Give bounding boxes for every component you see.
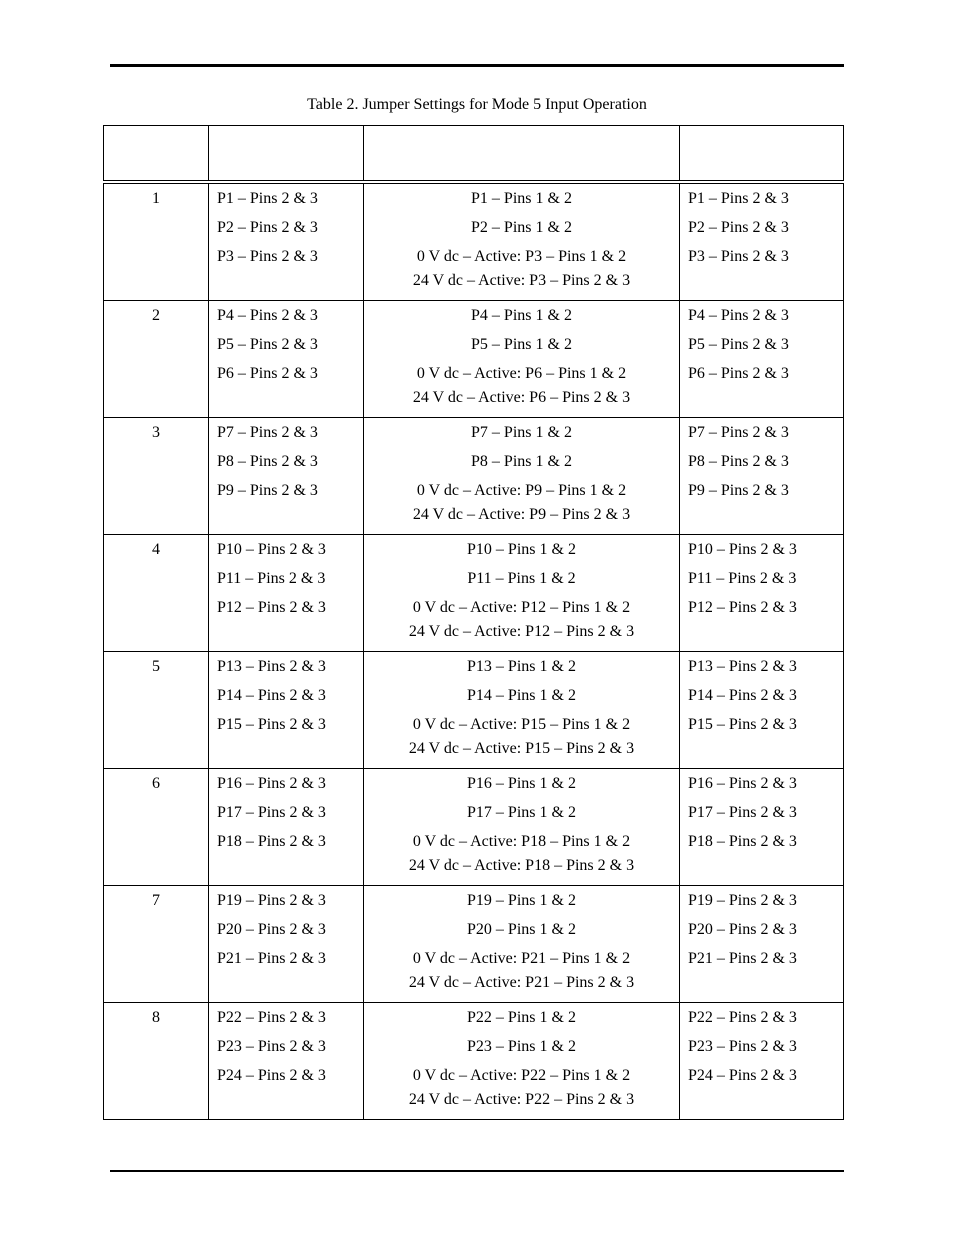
row-number: 6 <box>152 775 160 792</box>
jumper-setting: 24 V dc – Active: P15 – Pins 2 & 3 <box>408 740 635 757</box>
row-number-cell <box>104 301 209 418</box>
jumper-setting: P19 – Pins 1 & 2 <box>467 892 576 909</box>
jumper-setting: P12 – Pins 2 & 3 <box>688 599 797 616</box>
jumper-setting: 0 V dc – Active: P18 – Pins 1 & 2 <box>412 833 631 850</box>
jumper-setting: P13 – Pins 1 & 2 <box>467 658 576 675</box>
jumper-setting: P11 – Pins 2 & 3 <box>217 570 326 587</box>
table-row <box>104 418 844 535</box>
jumper-cell-b <box>364 418 680 535</box>
jumper-cell-a <box>209 769 364 886</box>
table-row <box>104 535 844 652</box>
row-number: 1 <box>152 190 160 207</box>
jumper-setting: 0 V dc – Active: P6 – Pins 1 & 2 <box>416 365 627 382</box>
jumper-cell-a <box>209 886 364 1003</box>
row-number-cell <box>104 418 209 535</box>
table-row <box>104 301 844 418</box>
jumper-setting: P24 – Pins 2 & 3 <box>217 1067 326 1084</box>
jumper-setting: P1 – Pins 1 & 2 <box>471 190 572 207</box>
row-number: 8 <box>152 1009 160 1026</box>
jumper-cell-b <box>364 535 680 652</box>
jumper-setting: P2 – Pins 2 & 3 <box>217 219 318 236</box>
jumper-setting: P16 – Pins 2 & 3 <box>217 775 326 792</box>
jumper-setting: P10 – Pins 1 & 2 <box>467 541 576 558</box>
header-cell <box>104 126 209 183</box>
jumper-setting: P11 – Pins 1 & 2 <box>467 570 576 587</box>
jumper-cell-b <box>364 1003 680 1120</box>
jumper-setting: P1 – Pins 2 & 3 <box>217 190 318 207</box>
jumper-setting: 0 V dc – Active: P21 – Pins 1 & 2 <box>412 950 631 967</box>
jumper-setting: P20 – Pins 1 & 2 <box>467 921 576 938</box>
table-row <box>104 652 844 769</box>
jumper-setting: 24 V dc – Active: P21 – Pins 2 & 3 <box>408 974 635 991</box>
jumper-setting: P18 – Pins 2 & 3 <box>688 833 797 850</box>
jumper-cell-c <box>680 182 844 301</box>
jumper-setting: P4 – Pins 2 & 3 <box>688 307 789 324</box>
jumper-setting: 24 V dc – Active: P3 – Pins 2 & 3 <box>412 272 631 289</box>
jumper-cell-c <box>680 769 844 886</box>
jumper-setting: P15 – Pins 2 & 3 <box>217 716 326 733</box>
row-number: 3 <box>152 424 160 441</box>
jumper-setting: 24 V dc – Active: P9 – Pins 2 & 3 <box>412 506 631 523</box>
jumper-setting: P20 – Pins 2 & 3 <box>688 921 797 938</box>
header-cell <box>680 126 844 183</box>
jumper-cell-c <box>680 418 844 535</box>
jumper-cell-c <box>680 535 844 652</box>
jumper-setting: P4 – Pins 2 & 3 <box>217 307 318 324</box>
jumper-setting: P13 – Pins 2 & 3 <box>217 658 326 675</box>
row-number-cell <box>104 886 209 1003</box>
jumper-cell-c <box>680 301 844 418</box>
table-row <box>104 886 844 1003</box>
jumper-setting: P22 – Pins 1 & 2 <box>467 1009 576 1026</box>
jumper-setting: P23 – Pins 2 & 3 <box>688 1038 797 1055</box>
jumper-setting: P20 – Pins 2 & 3 <box>217 921 326 938</box>
jumper-cell-b <box>364 182 680 301</box>
footer-rule <box>110 1170 844 1172</box>
jumper-setting: P9 – Pins 2 & 3 <box>217 482 318 499</box>
table-row <box>104 182 844 301</box>
jumper-setting: P5 – Pins 2 & 3 <box>217 336 318 353</box>
jumper-setting: 0 V dc – Active: P22 – Pins 1 & 2 <box>412 1067 631 1084</box>
jumper-setting: P16 – Pins 2 & 3 <box>688 775 797 792</box>
row-number-cell <box>104 182 209 301</box>
jumper-setting: P10 – Pins 2 & 3 <box>688 541 797 558</box>
jumper-setting: 24 V dc – Active: P18 – Pins 2 & 3 <box>408 857 635 874</box>
jumper-setting: P15 – Pins 2 & 3 <box>688 716 797 733</box>
jumper-setting: P8 – Pins 2 & 3 <box>217 453 318 470</box>
row-number-cell <box>104 535 209 652</box>
jumper-setting: P14 – Pins 2 & 3 <box>688 687 797 704</box>
jumper-setting: P10 – Pins 2 & 3 <box>217 541 326 558</box>
jumper-cell-b <box>364 652 680 769</box>
jumper-setting: P22 – Pins 2 & 3 <box>217 1009 326 1026</box>
jumper-cell-a <box>209 301 364 418</box>
jumper-setting: P14 – Pins 1 & 2 <box>467 687 576 704</box>
jumper-setting: P21 – Pins 2 & 3 <box>217 950 326 967</box>
jumper-setting: P12 – Pins 2 & 3 <box>217 599 326 616</box>
jumper-settings-table <box>103 125 844 1120</box>
jumper-setting: 0 V dc – Active: P15 – Pins 1 & 2 <box>412 716 631 733</box>
jumper-setting: P7 – Pins 2 & 3 <box>688 424 789 441</box>
jumper-cell-b <box>364 769 680 886</box>
jumper-cell-a <box>209 182 364 301</box>
header-rule <box>110 64 844 67</box>
jumper-setting: 0 V dc – Active: P9 – Pins 1 & 2 <box>416 482 627 499</box>
jumper-cell-b <box>364 301 680 418</box>
jumper-setting: 24 V dc – Active: P6 – Pins 2 & 3 <box>412 389 631 406</box>
row-number: 4 <box>152 541 160 558</box>
jumper-setting: P23 – Pins 1 & 2 <box>467 1038 576 1055</box>
jumper-setting: P11 – Pins 2 & 3 <box>688 570 797 587</box>
jumper-setting: P7 – Pins 1 & 2 <box>471 424 572 441</box>
jumper-setting: P18 – Pins 2 & 3 <box>217 833 326 850</box>
jumper-setting: P8 – Pins 2 & 3 <box>688 453 789 470</box>
jumper-setting: P9 – Pins 2 & 3 <box>688 482 789 499</box>
header-cell <box>364 126 680 183</box>
jumper-setting: P17 – Pins 2 & 3 <box>688 804 797 821</box>
jumper-setting: P5 – Pins 1 & 2 <box>471 336 572 353</box>
jumper-setting: P17 – Pins 2 & 3 <box>217 804 326 821</box>
jumper-setting: P16 – Pins 1 & 2 <box>467 775 576 792</box>
jumper-setting: P22 – Pins 2 & 3 <box>688 1009 797 1026</box>
jumper-setting: 0 V dc – Active: P12 – Pins 1 & 2 <box>412 599 631 616</box>
jumper-cell-c <box>680 886 844 1003</box>
jumper-cell-a <box>209 535 364 652</box>
jumper-setting: 24 V dc – Active: P22 – Pins 2 & 3 <box>408 1091 635 1108</box>
jumper-setting: 24 V dc – Active: P12 – Pins 2 & 3 <box>408 623 635 640</box>
jumper-cell-a <box>209 1003 364 1120</box>
jumper-setting: P3 – Pins 2 & 3 <box>217 248 318 265</box>
row-number: 2 <box>152 307 160 324</box>
jumper-cell-c <box>680 652 844 769</box>
jumper-setting: P6 – Pins 2 & 3 <box>688 365 789 382</box>
jumper-setting: P1 – Pins 2 & 3 <box>688 190 789 207</box>
jumper-setting: P2 – Pins 2 & 3 <box>688 219 789 236</box>
jumper-setting: P24 – Pins 2 & 3 <box>688 1067 797 1084</box>
table-row <box>104 1003 844 1120</box>
jumper-setting: P17 – Pins 1 & 2 <box>467 804 576 821</box>
row-number: 5 <box>152 658 160 675</box>
jumper-setting: P7 – Pins 2 & 3 <box>217 424 318 441</box>
jumper-setting: P6 – Pins 2 & 3 <box>217 365 318 382</box>
jumper-cell-a <box>209 652 364 769</box>
header-cell <box>209 126 364 183</box>
table-header-row <box>104 126 844 183</box>
jumper-setting: 0 V dc – Active: P3 – Pins 1 & 2 <box>416 248 627 265</box>
jumper-cell-b <box>364 886 680 1003</box>
jumper-setting: P21 – Pins 2 & 3 <box>688 950 797 967</box>
jumper-setting: P4 – Pins 1 & 2 <box>471 307 572 324</box>
jumper-setting: P5 – Pins 2 & 3 <box>688 336 789 353</box>
table-caption: Table 2. Jumper Settings for Mode 5 Input Operation <box>307 96 647 113</box>
jumper-cell-c <box>680 1003 844 1120</box>
jumper-setting: P3 – Pins 2 & 3 <box>688 248 789 265</box>
row-number-cell <box>104 652 209 769</box>
jumper-setting: P19 – Pins 2 & 3 <box>688 892 797 909</box>
jumper-setting: P8 – Pins 1 & 2 <box>471 453 572 470</box>
row-number: 7 <box>152 892 160 909</box>
jumper-cell-a <box>209 418 364 535</box>
table-row <box>104 769 844 886</box>
jumper-setting: P23 – Pins 2 & 3 <box>217 1038 326 1055</box>
row-number-cell <box>104 1003 209 1120</box>
jumper-setting: P13 – Pins 2 & 3 <box>688 658 797 675</box>
row-number-cell <box>104 769 209 886</box>
jumper-setting: P2 – Pins 1 & 2 <box>471 219 572 236</box>
jumper-setting: P19 – Pins 2 & 3 <box>217 892 326 909</box>
jumper-setting: P14 – Pins 2 & 3 <box>217 687 326 704</box>
